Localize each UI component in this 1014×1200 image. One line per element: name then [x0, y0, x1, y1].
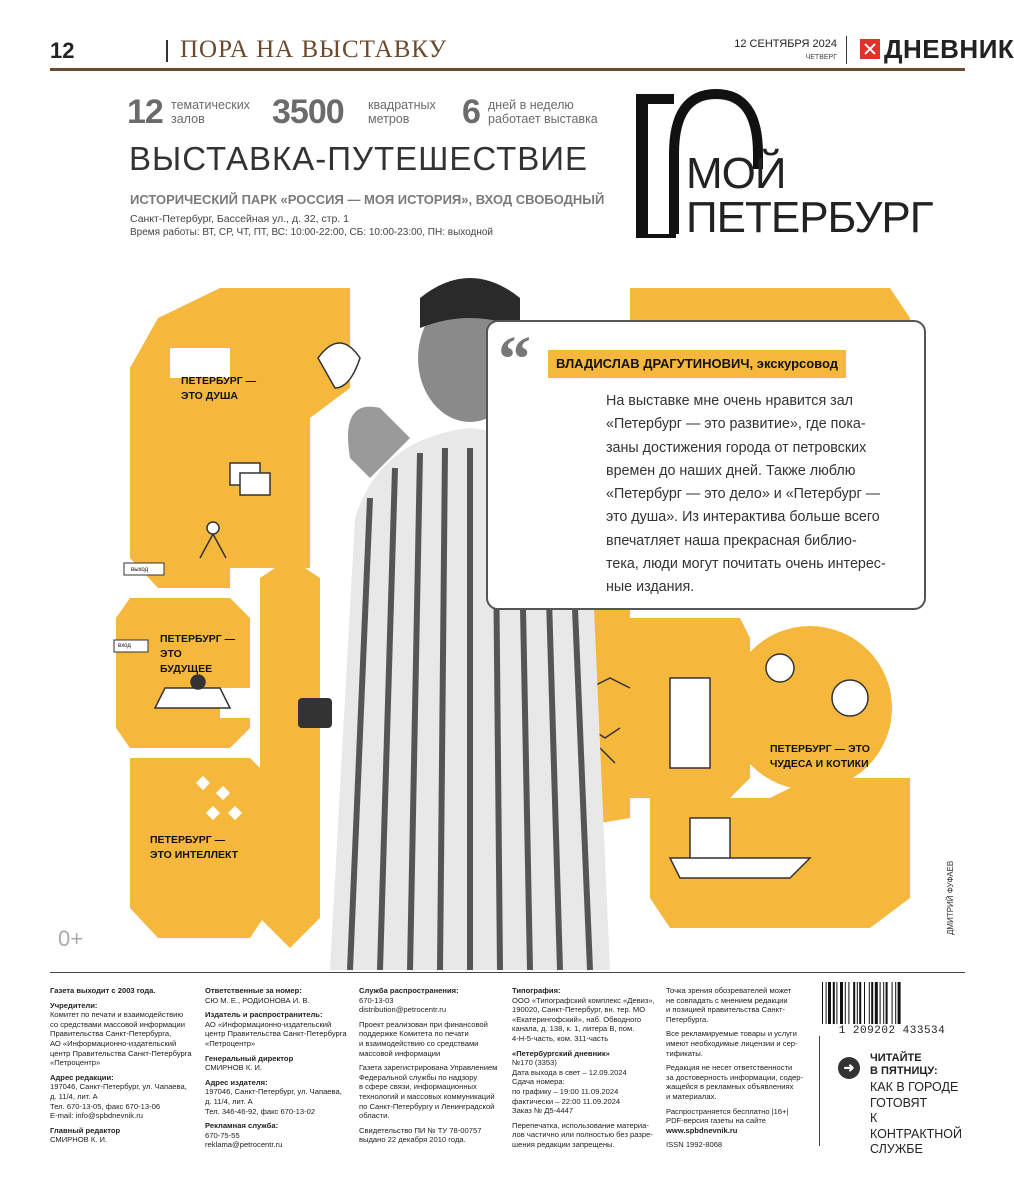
promo-line: СЛУЖБЕ [870, 1142, 923, 1156]
logo-line-1: МОЙ [686, 149, 786, 198]
newspaper-logo: ДНЕВНИК [884, 34, 1014, 64]
imprint-col-5 [666, 986, 816, 1155]
quote-line: «Петербург — это развитие», где пока- [606, 416, 866, 433]
quote-author [548, 350, 846, 378]
stat-text-line: метров [368, 112, 410, 126]
room-label-wonders [770, 742, 870, 772]
text-line: Распространяется бесплатно |16+| [666, 1106, 789, 1116]
header-divider-2 [846, 36, 847, 64]
article-title: ВЫСТАВКА-ПУТЕШЕСТВИЕ [129, 140, 589, 177]
quote-line: впечатляет наша прекрасная библио- [606, 532, 857, 549]
stat-number: 6 [462, 93, 480, 131]
text-line: не совпадать с мнением редакции [666, 995, 788, 1005]
imprint-col-2 [205, 986, 355, 1155]
room-label-line: ПЕТЕРБУРГ — [181, 375, 257, 387]
editor-heading: Главный редактор [50, 1125, 121, 1135]
promo-line: КАК В ГОРОДЕ [870, 1080, 959, 1094]
barcode-bar [871, 982, 873, 1024]
text-line: «Петроцентр» [205, 1038, 256, 1048]
moy-peterburg-logo [636, 94, 933, 244]
quote-line: это душа». Из интерактива больше всего [606, 509, 880, 526]
room-label-line: ЧУДЕСА И КОТИКИ [770, 758, 869, 770]
quote-line: На выставке мне очень нравится зал [606, 393, 854, 409]
venue-address: Санкт-Петербург, Бассейная ул., д. 32, стр. 1 [130, 213, 350, 225]
barcode-bar [857, 982, 858, 1024]
printer-heading: Типография: [512, 986, 561, 995]
text-line: СЮ М. Е., РОДИОНОВА И. В. [205, 995, 310, 1005]
text-line: Тел. 670-13-05, факс 670-13-06 [50, 1101, 161, 1111]
barcode-bar [845, 982, 846, 1024]
room-label-line: ЭТО ДУША [181, 390, 238, 402]
text-line: шения редакции запрещены. [512, 1139, 615, 1149]
text-line: 190020, Санкт-Петербург, вн. тер. МО [512, 1005, 646, 1015]
imprint-col-3 [359, 986, 509, 1150]
quote-line: тека, люди могут почитать очень интерес- [606, 556, 886, 573]
stat-text [368, 98, 436, 126]
room-label-line: ЭТО [160, 648, 182, 660]
photo-credit: ДМИТРИЙ ФУФАЕВ [946, 860, 955, 935]
text-line: АО «Информационно-издательский [205, 1019, 332, 1029]
barcode-bar [883, 982, 884, 1024]
text-line: 197046, Санкт-Петербург, ул. Чапаева, [50, 1082, 187, 1092]
stat-text-line: квадратных [368, 98, 436, 112]
text-line: №170 (3353) [512, 1058, 557, 1068]
quote-text [606, 390, 906, 600]
text-line: «Екатерингофский», наб. Обводного [512, 1014, 642, 1024]
header-divider [166, 40, 168, 62]
text-line: Проект реализован при финансовой [359, 1019, 488, 1029]
quote-line: ные издания. [606, 579, 695, 596]
barcode-bar [859, 982, 861, 1024]
text-line: СМИРНОВ К. И. [50, 1135, 108, 1145]
text-line: Федеральной службы по надзору [359, 1072, 478, 1082]
stat-number: 12 [127, 93, 163, 131]
footer-divider [819, 1036, 820, 1146]
barcode-bar [836, 982, 837, 1024]
text-line: Редакция не несет ответственности [666, 1063, 793, 1073]
barcode-icon [820, 982, 964, 1024]
barcode-bar [840, 982, 843, 1024]
stat-text [171, 98, 250, 126]
room-label-line: ПЕТЕРБУРГ — ЭТО [770, 743, 870, 755]
quote-line: заны достижения города от петровских [606, 439, 867, 456]
stat-text [488, 98, 598, 126]
text-line: Заказ № Д5-4447 [512, 1106, 574, 1116]
stat-text-line: работает выставка [488, 112, 598, 126]
text-line: тификаты. [666, 1048, 703, 1058]
text-line: в сфере связи, информационных [359, 1082, 477, 1092]
text-line: по графику – 19:00 11.09.2024 [512, 1086, 619, 1096]
text-line: Петербурга. [666, 1014, 709, 1024]
entry-label: вход [118, 643, 131, 649]
stat-text-line: тематических [171, 98, 250, 112]
quote-line: «Петербург — это дело» и «Петербург — [606, 486, 880, 503]
article-subtitle: ИСТОРИЧЕСКИЙ ПАРК «РОССИЯ — МОЯ ИСТОРИЯ», ВХОД СВОБОДНЫЙ [130, 192, 605, 207]
text-line: PDF-версия газеты на сайте [666, 1116, 766, 1126]
opening-hours: Время работы: ВТ, СР, ЧТ, ПТ, ВС: 10:00-22:00, СБ: 10:00-23:00, ПН: выходной [130, 227, 493, 238]
founders-heading: Учредители: [50, 1000, 98, 1010]
text-line: со средствами массовой информации [50, 1019, 186, 1029]
quote-author-name: ВЛАДИСЛАВ ДРАГУТИНОВИЧ, [556, 356, 754, 371]
text-line: выдано 22 декабря 2010 года. [359, 1135, 466, 1145]
text-line: Газета зарегистрирована Управлением [359, 1063, 498, 1073]
room-label-line: БУДУЩЕЕ [160, 663, 213, 675]
text-line: массовой информации [359, 1048, 441, 1058]
stat-days [462, 93, 612, 131]
barcode-bar [895, 982, 896, 1024]
room-label-line: ЭТО ИНТЕЛЛЕКТ [150, 849, 239, 861]
barcode-bar [880, 982, 881, 1024]
barcode-bar [869, 982, 870, 1024]
header-rule [50, 68, 965, 71]
quote-line: времен до наших дней. Также люблю [606, 462, 856, 479]
publisher-heading: Издатель и распространитель: [205, 1010, 323, 1020]
promo-heading-line: В ПЯТНИЦУ: [870, 1065, 938, 1077]
text-line: поддержке Комитета по печати [359, 1029, 469, 1039]
text-line: и взаимодействию со средствами [359, 1038, 479, 1048]
text-line: Точка зрения обозревателей может [666, 986, 792, 995]
text-line: Свидетельство ПИ № ТУ 78-00757 [359, 1125, 482, 1135]
text-line: «Петроцентр» [50, 1058, 101, 1068]
text-line: 670-13-03 [359, 995, 394, 1005]
room-label-soul [181, 374, 256, 404]
text-line: Все рекламируемые товары и услуги [666, 1029, 797, 1039]
promo-line: ГОТОВЯТ [870, 1095, 928, 1110]
director-heading: Генеральный директор [205, 1053, 294, 1063]
footer-rule [50, 972, 965, 973]
issn: ISSN 1992-8068 [666, 1140, 723, 1150]
issue-date: 12 СЕНТЯБРЯ 2024 [734, 38, 837, 50]
imprint-col-4 [512, 986, 662, 1155]
section-title: ПОРА НА ВЫСТАВКУ [180, 36, 448, 63]
quote-box [486, 320, 926, 610]
barcode-bar [822, 982, 823, 1024]
imprint-col-1 [50, 986, 198, 1150]
text-line: Дата выхода в свет – 12.09.2024 [512, 1067, 627, 1077]
stat-area [272, 93, 452, 131]
promo-body [870, 1080, 970, 1158]
barcode-bar [853, 982, 855, 1024]
text-line: д. 11/4, лит. А [205, 1096, 253, 1106]
text-line: центр Правительства Санкт-Петербурга [205, 1029, 347, 1039]
promo-heading-line: ЧИТАЙТЕ [870, 1052, 922, 1064]
page-header [50, 32, 1014, 70]
text-line: лов частично или полностью без разре- [512, 1130, 653, 1140]
quote-mark-icon: “ [498, 323, 531, 396]
barcode-bar [864, 982, 865, 1024]
barcode-bar [833, 982, 835, 1024]
barcode-bar [886, 982, 888, 1024]
text-line: Сдача номера: [512, 1077, 565, 1087]
room-label-line: ПЕТЕРБУРГ — [150, 834, 226, 846]
text-line: E-mail: info@spbdnevnik.ru [50, 1111, 143, 1121]
room-label-line: ПЕТЕРБУРГ — [160, 633, 236, 645]
promo-line: К КОНТРАКТНОЙ [870, 1111, 963, 1141]
since-text: Газета выходит с 2003 года. [50, 986, 156, 995]
quote-author-role: экскурсовод [756, 356, 839, 371]
text-line: технологий и массовых коммуникаций [359, 1091, 495, 1101]
room-label-future [160, 632, 235, 677]
text-line: жащейся в рекламных объявлениях [666, 1082, 794, 1092]
text-line: ООО «Типографский комплекс «Девиз», [512, 995, 655, 1005]
logo-line-2: ПЕТЕРБУРГ [686, 193, 933, 242]
barcode-bar [898, 982, 901, 1024]
text-line: области. [359, 1111, 390, 1121]
text-line: фактически – 22:00 11.09.2024 [512, 1096, 621, 1106]
text-line: и материалах. [666, 1091, 717, 1101]
barcode-bar [892, 982, 893, 1024]
text-line: имеют необходимые лицензии и сер- [666, 1038, 798, 1048]
text-line: СМИРНОВ К. И. [205, 1063, 263, 1073]
text-line: 197046, Санкт-Петербург, ул. Чапаева, [205, 1087, 342, 1097]
text-line: distribution@petrocentr.ru [359, 1005, 447, 1015]
ads-heading: Рекламная служба: [205, 1121, 279, 1131]
exit-label: выход [131, 567, 149, 573]
stat-text-line: дней в неделю [488, 98, 574, 112]
barcode-bar [828, 982, 831, 1024]
text-line: Правительства Санкт-Петербурга, [50, 1029, 172, 1039]
age-rating: 0+ [58, 926, 84, 951]
text-line: д. 11/4, лит. А [50, 1091, 98, 1101]
text-line: 4-Н-5-часть, ком. 311-часть [512, 1033, 609, 1043]
text-line: Комитет по печати и взаимодействию [50, 1010, 184, 1020]
address-heading: Адрес редакции: [50, 1072, 114, 1082]
arrow-right-icon: ➜ [838, 1057, 860, 1079]
barcode-bar [875, 982, 878, 1024]
text-line: АО «Информационно-издательский [50, 1038, 177, 1048]
room-label-intellect [150, 833, 238, 863]
page-number: 12 [50, 38, 75, 63]
stat-text-line: залов [171, 112, 205, 126]
text-line: Тел. 346-46-92, факс 670-13-02 [205, 1106, 316, 1116]
barcode-bar [826, 982, 827, 1024]
text-line: центр Правительства Санкт-Петербурга [50, 1048, 192, 1058]
text-line: по Санкт-Петербургу и Ленинградской [359, 1101, 495, 1111]
issue-heading: «Петербургский дневник» [512, 1048, 610, 1058]
website-link[interactable]: www.spbdnevnik.ru [666, 1125, 738, 1135]
stat-number: 3500 [272, 93, 344, 131]
text-line: канала, д. 138, к. 1, литера В, пом. [512, 1024, 635, 1034]
text-line: reklama@petrocentr.ru [205, 1140, 283, 1150]
responsible-heading: Ответственные за номер: [205, 986, 302, 995]
promo-heading [870, 1052, 938, 1078]
newspaper-logo-icon [860, 39, 880, 59]
barcode-number: 1 209202 433534 [838, 1025, 946, 1037]
text-line: Перепечатка, использование материа- [512, 1120, 649, 1130]
stat-halls [127, 93, 257, 131]
text-line: 670-75-55 [205, 1130, 240, 1140]
barcode-bar [848, 982, 849, 1024]
text-line: за достоверность информации, содер- [666, 1072, 804, 1082]
issue-weekday: ЧЕТВЕРГ [805, 54, 837, 61]
publisher-address-heading: Адрес издателя: [205, 1077, 268, 1087]
distribution-heading: Служба распространения: [359, 986, 459, 995]
text-line: и позицией правительства Санкт- [666, 1005, 786, 1015]
